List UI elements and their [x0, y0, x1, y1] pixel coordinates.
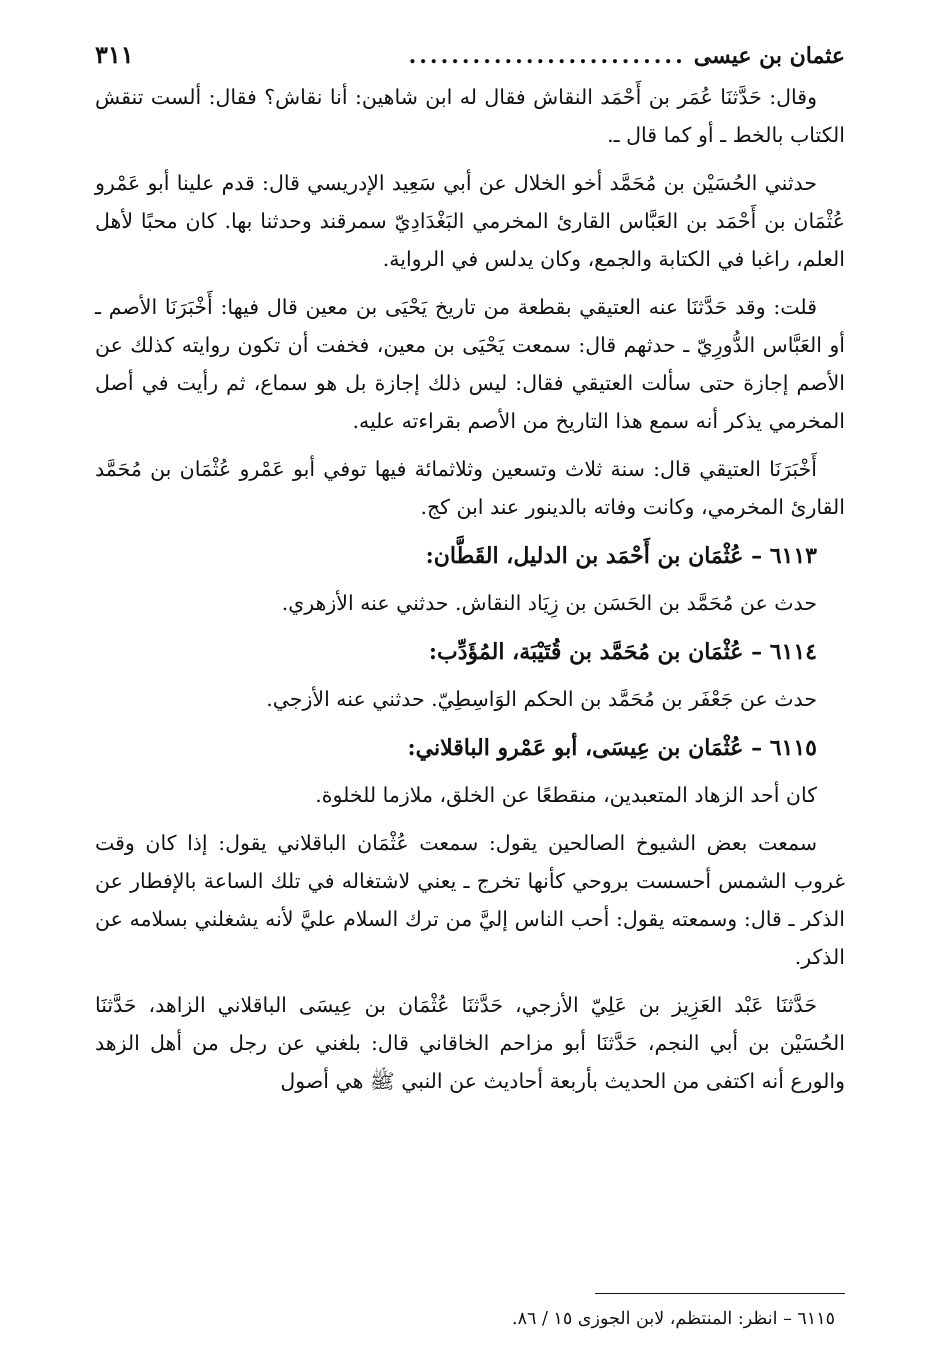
page-header — [95, 40, 845, 78]
header-leader-dots: .......................... — [408, 43, 686, 69]
footnote-divider — [595, 1293, 845, 1294]
paragraph: حدثني الحُسَيْن بن مُحَمَّد أخو الخلال عن أبي سَعِيد الإدريسي قال: قدم علينا أبو عَمْرو عُثْمَان بن أَحْمَد بن العَبَّاس القارئ المخرمي البَغْدَادِيّ سمرقند وحدثنا بها. كان محبًا لأهل العلم، راغبا في الكتابة والجمع، وكان يدلس في الرواية. — [95, 171, 845, 271]
paragraph: حدث عن جَعْفَر بن مُحَمَّد بن الحكم الوَاسِطِيّ. حدثني عنه الأزجي. — [266, 687, 817, 711]
paragraph: كان أحد الزهاد المتعبدين، منقطعًا عن الخلق، ملازما للخلوة. — [315, 783, 817, 807]
paragraph: وقال: حَدَّثنَا عُمَر بن أَحْمَد النقاش فقال له ابن شاهين: أنا نقاش؟ فقال: ألست تنقش الكتاب بالخط ـ أو كما قال ـ. — [95, 85, 845, 147]
entry-heading: ٦١١٤ – عُثْمَان بن مُحَمَّد بن قُتَيْبَة، المُؤَدِّب: — [428, 639, 817, 665]
footnote: ٦١١٥ – انظر: المنتظم، لابن الجوزى ١٥ / ٨٦. — [512, 1309, 835, 1329]
page-body — [95, 40, 845, 1110]
paragraph: قلت: وقد حَدَّثنَا عنه العتيقي بقطعة من تاريخ يَحْيَى بن معين قال فيها: أَخْبَرَنَا الأصم ـ أو العَبَّاس الدُّورِيّ ـ حدثهم قال: سمعت يَحْيَى بن معين، فخفت أن تكون روايته كذلك عن الأصم إجازة حتى سألت العتيقي فقال: ليس ذلك إجازة بل هو سماع، ثم رأيت في أصل المخرمي يذكر أنه سمع هذا التاريخ من الأصم بقراءته عليه. — [95, 295, 845, 433]
paragraph: أَخْبَرَنَا العتيقي قال: سنة ثلاث وتسعين وثلاثمائة فيها توفي أبو عَمْرو عُثْمَان بن مُحَمَّد القارئ المخرمي، وكانت وفاته بالدينور عند ابن كج. — [95, 457, 845, 519]
entry-heading: ٦١١٥ – عُثْمَان بن عِيسَى، أبو عَمْرو الباقلاني: — [407, 735, 817, 761]
paragraph: حَدَّثنَا عَبْد العَزِيز بن عَلِيّ الأزجي، حَدَّثنَا عُثْمَان بن عِيسَى الباقلاني الزاهد، حَدَّثنَا الحُسَيْن بن أبي النجم، حَدَّثنَا أبو مزاحم الخاقاني قال: بلغني عن رجل من أهل الزهد والورع أنه اكتفى من الحديث بأربعة أحاديث عن النبي ﷺ هي أصول — [95, 993, 845, 1093]
running-title: عثمان بن عيسى — [693, 43, 845, 69]
paragraph: سمعت بعض الشيوخ الصالحين يقول: سمعت عُثْمَان الباقلاني يقول: إذا كان وقت غروب الشمس أحسست بروحي كأنها تخرج ـ يعني لاشتغاله في تلك الساعة بالإفطار عن الذكر ـ قال: وسمعته يقول: أحب الناس إليَّ من ترك السلام عليَّ لأنه يشغلني بسلامه عن الذكر. — [95, 831, 845, 969]
page-number: ٣١١ — [95, 40, 134, 69]
entry-heading: ٦١١٣ – عُثْمَان بن أَحْمَد بن الدليل، القَطَّان: — [425, 543, 817, 569]
paragraph: حدث عن مُحَمَّد بن الحَسَن بن زِيَاد النقاش. حدثني عنه الأزهري. — [281, 591, 817, 615]
